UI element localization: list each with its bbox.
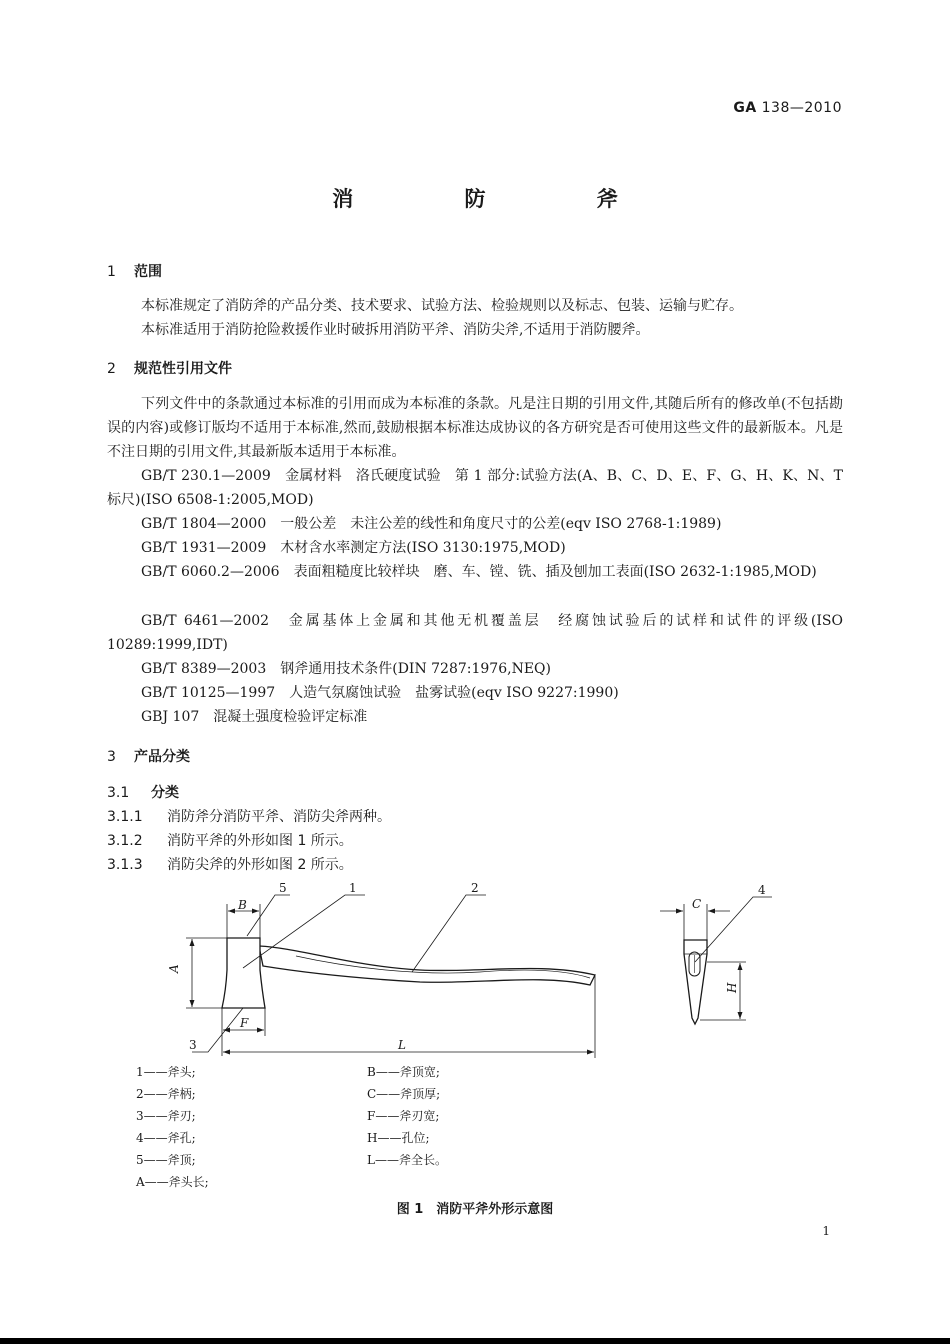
clause-text: 消防斧分消防平斧、消防尖斧两种。 — [167, 809, 391, 825]
clause-number: 3.1.3 — [107, 857, 143, 873]
figure-caption: 图 1 消防平斧外形示意图 — [396, 1202, 554, 1217]
legend-item: L——斧全长。 — [367, 1153, 447, 1167]
axe-handle — [259, 946, 595, 985]
figure-legend-left — [136, 1061, 209, 1193]
section-title: 规范性引用文件 — [134, 361, 232, 377]
dimension-c-label: C — [692, 897, 702, 911]
callout-2: 2 — [471, 881, 479, 895]
reference-item: GB/T 1804—2000 一般公差 未注公差的线性和角度尺寸的公差(eqv ISO 2768-1:1989) — [141, 516, 722, 532]
subsection-number: 3.1 — [107, 785, 130, 801]
section-1-paragraph-1: 本标准规定了消防斧的产品分类、技术要求、试验方法、检验规则以及标志、包装、运输与贮存。 — [141, 298, 743, 314]
dimension-b-label: B — [238, 898, 247, 912]
subsection-title: 分类 — [151, 785, 179, 801]
clause-text: 消防平斧的外形如图 1 所示。 — [167, 833, 353, 849]
reference-item: GBJ 107 混凝土强度检验评定标准 — [141, 709, 368, 725]
section-number: 3 — [107, 749, 116, 765]
legend-item: H——孔位; — [367, 1131, 430, 1145]
legend-item: A——斧头长; — [136, 1175, 209, 1189]
callout-3: 3 — [189, 1038, 197, 1052]
reference-item: GB/T 8389—2003 钢斧通用技术条件(DIN 7287:1976,NEQ) — [141, 661, 551, 677]
clause-number: 3.1.1 — [107, 809, 143, 825]
section-title: 产品分类 — [134, 749, 190, 765]
legend-item: 2——斧柄; — [136, 1087, 196, 1101]
section-number: 2 — [107, 361, 116, 377]
reference-item: GB/T 6461—2002 金属基体上金属和其他无机覆盖层 经腐蚀试验后的试样和试件的评级(ISO 10289:1999,IDT) — [107, 613, 843, 653]
page-title: 消 防 斧 — [332, 187, 670, 211]
reference-item: GB/T 1931—2009 木材含水率测定方法(ISO 3130:1975,MOD) — [141, 540, 566, 556]
legend-item: 1——斧头; — [136, 1065, 196, 1079]
section-number: 1 — [107, 264, 116, 280]
dimension-a-label: A — [167, 964, 181, 973]
clause-number: 3.1.2 — [107, 833, 143, 849]
reference-item: GB/T 10125—1997 人造气氛腐蚀试验 盐雾试验(eqv ISO 9227:1990) — [141, 685, 619, 701]
legend-item: B——斧顶宽; — [367, 1065, 440, 1079]
legend-item: 3——斧刃; — [136, 1109, 196, 1123]
section-title: 范围 — [134, 264, 162, 280]
dimension-f-label: F — [240, 1016, 249, 1030]
reference-item: GB/T 230.1—2009 金属材料 洛氏硬度试验 第 1 部分:试验方法(A、B、C、D、E、F、G、H、K、N、T 标尺)(ISO 6508-1:2005,MOD) — [107, 468, 843, 508]
callout-5: 5 — [279, 881, 287, 895]
section-2-intro: 下列文件中的条款通过本标准的引用而成为本标准的条款。凡是注日期的引用文件,其随后所有的修改单(不包括勘误的内容)或修订版均不适用于本标准,然而,鼓励根据本标准达成协议的各方研究是否可使用这些文件的最新版本。凡是不注日期的引用文件,其最新版本适用于本标准。 — [107, 396, 843, 460]
dimension-l-label: L — [398, 1038, 406, 1052]
bottom-rule — [0, 1338, 950, 1344]
callout-4: 4 — [758, 883, 766, 897]
document-code-number: 138—2010 — [761, 100, 842, 116]
callout-1: 1 — [349, 881, 357, 895]
reference-item: GB/T 6060.2—2006 表面粗糙度比较样块 磨、车、镗、铣、插及刨加工表面(ISO 2632-1:1985,MOD) — [141, 564, 817, 580]
clause-text: 消防尖斧的外形如图 2 所示。 — [167, 857, 353, 873]
legend-item: 5——斧顶; — [136, 1153, 196, 1167]
document-code-prefix: GA — [733, 100, 757, 116]
legend-item: F——斧刃宽; — [367, 1109, 440, 1123]
page-number: 1 — [822, 1224, 830, 1238]
legend-item: C——斧顶厚; — [367, 1087, 441, 1101]
dimension-h-label: H — [725, 982, 739, 993]
section-1-paragraph-2: 本标准适用于消防抢险救援作业时破拆用消防平斧、消防尖斧,不适用于消防腰斧。 — [141, 322, 650, 338]
axe-head — [222, 938, 265, 1008]
legend-item: 4——斧孔; — [136, 1131, 196, 1145]
figure-legend-right — [367, 1061, 447, 1171]
